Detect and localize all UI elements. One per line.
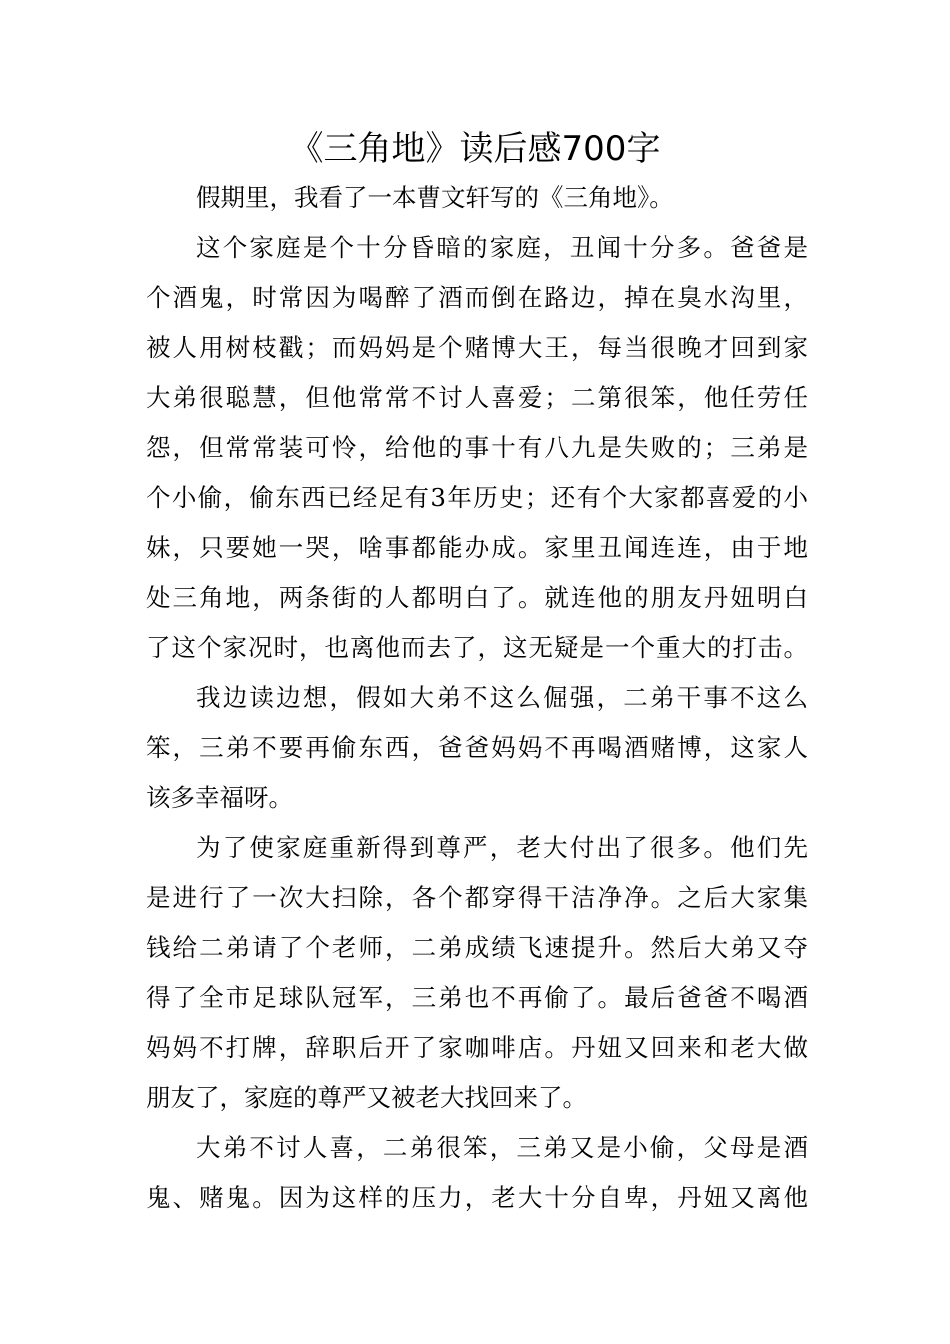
text-line: 我边读边想，假如大弟不这么倔强，二弟干事不这么 <box>196 683 808 712</box>
text-line: 处三角地，两条街的人都明白了。就连他的朋友丹妞明白 <box>146 583 808 612</box>
text-line: 了这个家况时，也离他而去了，这无疑是一个重大的打击。 <box>146 633 808 662</box>
text-line: 朋友了，家庭的尊严又被老大找回来了。 <box>146 1083 587 1112</box>
text-line: 这个家庭是个十分昏暗的家庭，丑闻十分多。爸爸是 <box>196 233 808 262</box>
text-line: 假期里，我看了一本曹文轩写的《三角地》。 <box>196 183 674 212</box>
text-line: 妈妈不打牌，辞职后开了家咖啡店。丹妞又回来和老大做 <box>146 1033 808 1062</box>
text-line: 钱给二弟请了个老师，二弟成绩飞速提升。然后大弟又夺 <box>146 933 808 962</box>
text-line: 个小偷，偷东西已经足有3年历史；还有个大家都喜爱的小 <box>146 483 808 512</box>
text-line: 是进行了一次大扫除，各个都穿得干洁净净。之后大家集 <box>146 883 808 912</box>
text-line: 大弟很聪慧，但他常常不讨人喜爱；二第很笨，他任劳任 <box>146 383 808 412</box>
text-line: 个酒鬼，时常因为喝醉了酒而倒在路边，掉在臭水沟里， <box>146 283 808 312</box>
text-line: 该多幸福呀。 <box>146 783 293 812</box>
text-line: 被人用树枝戳；而妈妈是个赌博大王，每当很晚才回到家 <box>146 333 808 362</box>
document-title: 《三角地》读后感700字 <box>289 129 661 169</box>
text-line: 得了全市足球队冠军，三弟也不再偷了。最后爸爸不喝酒 <box>146 983 808 1012</box>
text-line: 大弟不讨人喜，二弟很笨，三弟又是小偷，父母是酒 <box>196 1133 808 1162</box>
text-line: 笨，三弟不要再偷东西，爸爸妈妈不再喝酒赌博，这家人 <box>146 733 808 762</box>
text-line: 妹，只要她一哭，啥事都能办成。家里丑闻连连，由于地 <box>146 533 808 562</box>
text-line: 鬼、赌鬼。因为这样的压力，老大十分自卑，丹妞又离他 <box>146 1183 808 1212</box>
text-line: 为了使家庭重新得到尊严，老大付出了很多。他们先 <box>196 833 808 862</box>
text-line: 怨，但常常装可怜，给他的事十有八九是失败的；三弟是 <box>146 433 808 462</box>
